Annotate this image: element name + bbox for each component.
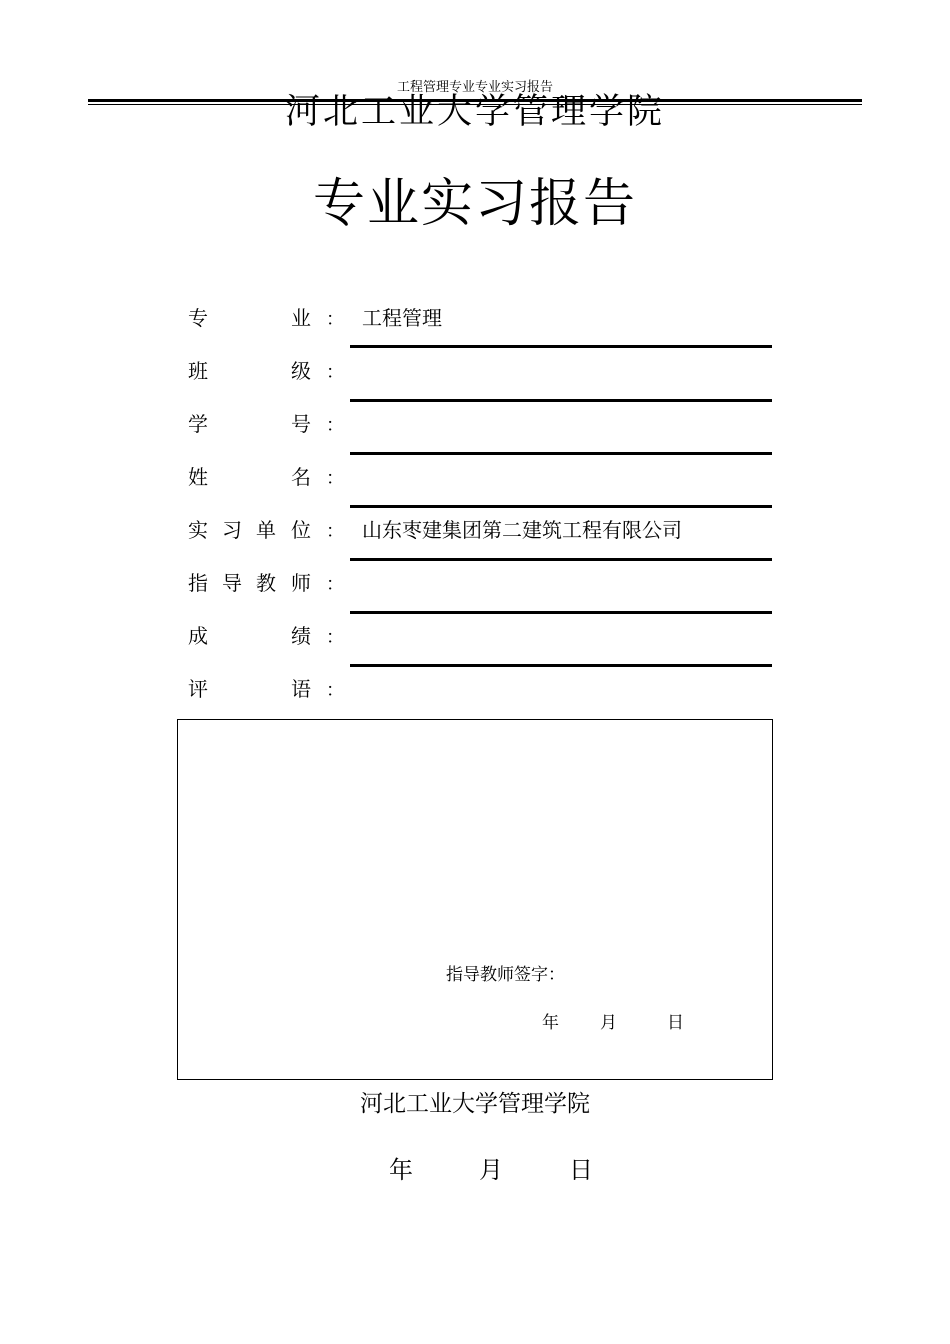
comment-date-day: 日	[667, 1013, 684, 1033]
field-colon: ：	[326, 574, 344, 595]
field-value-internship-unit[interactable]: 山东枣建集团第二建筑工程有限公司	[362, 518, 682, 542]
field-row-advisor	[188, 566, 778, 600]
field-colon: ：	[326, 309, 344, 330]
report-title: 专业实习报告	[312, 174, 637, 234]
field-underline	[350, 505, 772, 508]
field-label: 姓 名	[188, 465, 311, 489]
field-row-major	[188, 301, 778, 335]
advisor-signature-label: 指导教师签字：	[446, 965, 565, 985]
field-row-name	[188, 460, 778, 494]
field-label: 评 语	[188, 677, 311, 701]
field-underline	[350, 345, 772, 348]
field-colon: ：	[326, 680, 344, 701]
field-label: 指 导 教 师	[188, 571, 311, 595]
field-underline	[350, 399, 772, 402]
field-colon: ：	[326, 521, 344, 542]
field-label: 成 绩	[188, 624, 311, 648]
field-row-grade	[188, 619, 778, 653]
comment-date-year: 年	[542, 1013, 559, 1033]
field-label: 学 号	[188, 412, 311, 436]
field-colon: ：	[326, 468, 344, 489]
footer-date-month: 月	[479, 1156, 503, 1184]
field-row-class	[188, 354, 778, 388]
running-header: 工程管理专业专业实习报告	[396, 80, 553, 95]
field-underline	[350, 664, 772, 667]
field-row-internship-unit	[188, 513, 778, 547]
field-row-student-id	[188, 407, 778, 441]
footer-date-day: 日	[569, 1156, 593, 1184]
comment-date-month: 月	[600, 1013, 617, 1033]
field-underline	[350, 452, 772, 455]
footer-date-year: 年	[389, 1156, 413, 1184]
field-underline	[350, 611, 772, 614]
field-label: 班 级	[188, 359, 311, 383]
field-underline	[350, 558, 772, 561]
field-value-major[interactable]: 工程管理	[362, 306, 442, 330]
field-label: 专 业	[188, 306, 311, 330]
school-name: 河北工业大学管理学院	[284, 92, 665, 132]
field-colon: ：	[326, 415, 344, 436]
field-row-comments	[188, 672, 778, 706]
field-colon: ：	[326, 627, 344, 648]
field-colon: ：	[326, 362, 344, 383]
field-label: 实 习 单 位	[188, 518, 311, 542]
footer-school-name: 河北工业大学管理学院	[360, 1091, 590, 1117]
